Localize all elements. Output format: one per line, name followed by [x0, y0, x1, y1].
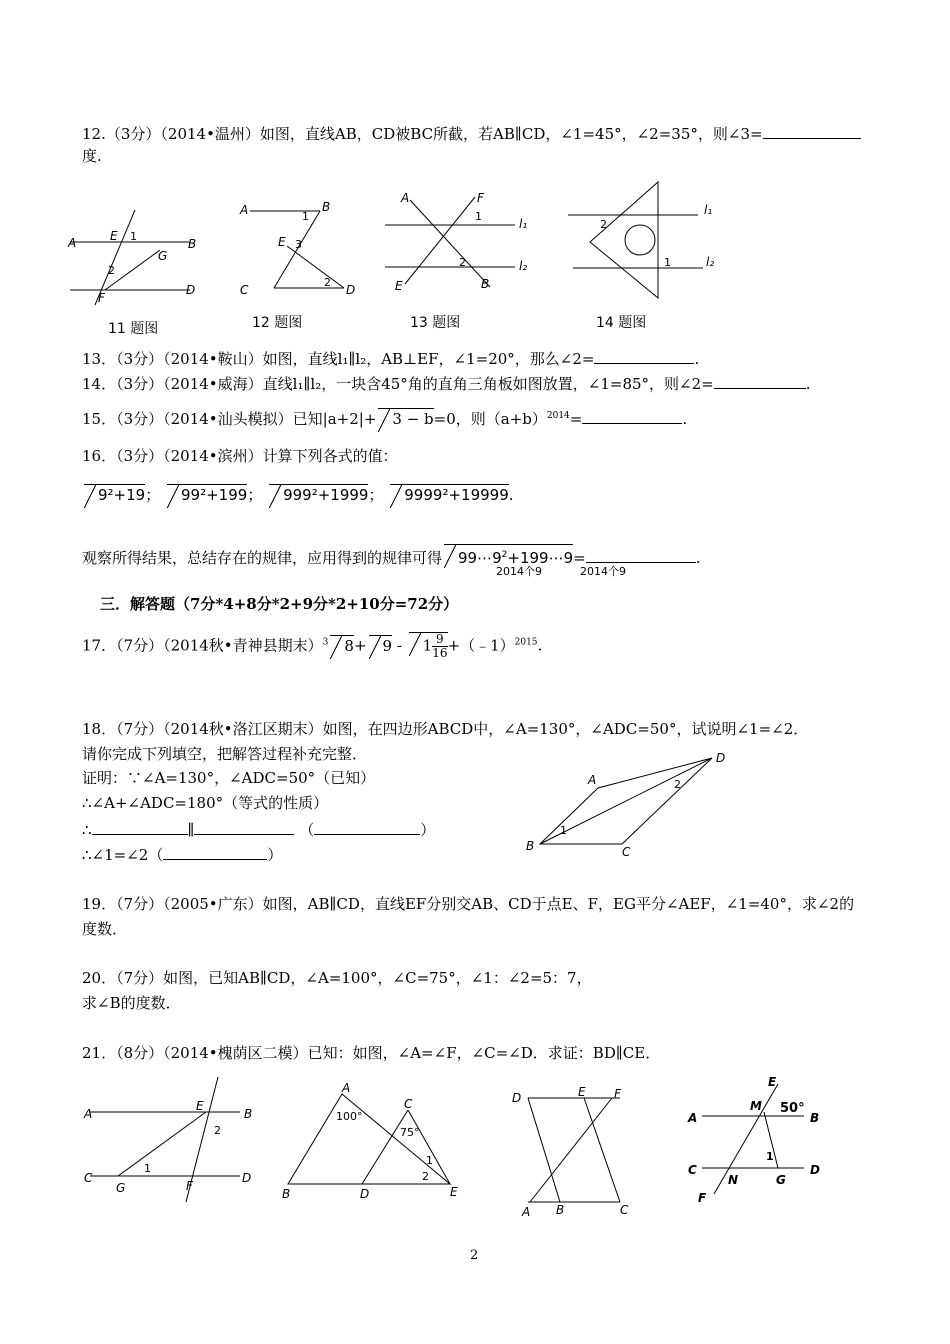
f11-label: G: [158, 249, 168, 263]
f22-label: 50°: [780, 1101, 805, 1116]
f19-label: A: [84, 1107, 93, 1121]
f21-label: B: [556, 1203, 565, 1217]
f18-label: 2: [674, 778, 681, 791]
f11-label: 1: [130, 230, 137, 243]
f19-label: 2: [214, 1124, 221, 1137]
f12-label: 2: [324, 276, 331, 289]
f13-label: 1: [475, 210, 482, 223]
f19-label: F: [186, 1179, 193, 1193]
f18-label: A: [588, 773, 597, 787]
q18-line1: 18．（7分）（2014秋•洛江区期末）如图，在四边形ABCD中，∠A=130°，∠ADC=50°，试说明∠1=∠2．: [82, 720, 809, 738]
f19-label: B: [244, 1107, 253, 1121]
q12-line1: 12.（3分）（2014•温州）如图，直线AB，CD被BC所截，若AB∥CD，∠1=45°，∠2=35°，则∠3=: [82, 122, 861, 144]
f14-label: 1: [664, 256, 671, 269]
f22-label: B: [810, 1111, 820, 1125]
f12-label: 3: [295, 238, 302, 251]
f22-label: A: [688, 1111, 698, 1125]
f20-label: 1: [426, 1154, 433, 1167]
q14: 14．（3分）（2014•威海）直线l₁∥l₂，一块含45°角的直角三角板如图放置，∠1=85°，则∠2= .: [82, 372, 811, 394]
figure-12: [232, 198, 372, 307]
f20-label: E: [450, 1185, 458, 1199]
q21: 21．（8分）（2014•槐荫区二模）已知：如图，∠A=∠F，∠C=∠D．求证：BD∥CE．: [82, 1044, 661, 1062]
f22-label: C: [688, 1163, 697, 1177]
f20-label: 100°: [336, 1110, 363, 1123]
figure-13: [385, 192, 535, 301]
f19-label: 1: [144, 1162, 151, 1175]
f21-label: C: [620, 1203, 629, 1217]
q18-line3: 证明：∵∠A=130°，∠ADC=50°（已知）: [82, 769, 376, 787]
q15: 15．（3分）（2014•汕头模拟）已知|a+2|+ 3 − b=0，则$(a+b)^{2014}=$ .: [82, 406, 687, 429]
f22-label: M: [750, 1099, 762, 1113]
f20-label: 75°: [400, 1126, 420, 1139]
f19-label: G: [116, 1181, 126, 1195]
q16-observe: 观察所得结果，总结存在的规律，应用得到的规律可得 $99\cdots 9^2+199\cdots 9=$ .: [82, 544, 701, 568]
q18-line6: ∴∠1=∠2（ ）: [82, 843, 282, 865]
figure-20: [280, 1082, 470, 1211]
q16-exprs: 9²+19； 99²+199； 999²+1999； 9999²+19999.: [82, 484, 514, 505]
f21-label: A: [522, 1205, 531, 1219]
f19-label: C: [84, 1171, 93, 1185]
f21-label: D: [512, 1091, 522, 1105]
f12-label: 1: [302, 210, 309, 223]
caption-13: 13 题图: [410, 315, 461, 331]
f14-label: l₁: [704, 203, 713, 217]
figure-19: [78, 1072, 268, 1216]
f19-label: D: [242, 1171, 252, 1185]
q18-line2: 请你完成下列填空，把解答过程补充完整．: [82, 745, 368, 763]
f12-label: D: [346, 283, 356, 297]
f22-label: D: [810, 1163, 820, 1177]
figure-11: [60, 200, 200, 314]
figure-21: [508, 1086, 638, 1225]
f11-label: F: [98, 291, 105, 305]
q13: 13．（3分）（2014•鞍山）如图，直线l₁∥l₂，AB⊥EF，∠1=20°，那么∠2= .: [82, 347, 699, 369]
figure-14: [568, 180, 728, 309]
f13-label: B: [481, 277, 490, 291]
f13-label: l₂: [519, 259, 528, 273]
f14-label: 2: [600, 218, 607, 231]
f21-label: E: [578, 1085, 586, 1099]
figure-18: [520, 748, 740, 862]
f13-label: 2: [459, 256, 466, 269]
f12-label: B: [322, 200, 331, 214]
q19-line2: 度数．: [82, 920, 128, 938]
q18-line5: ∴ ∥ （ ）: [82, 818, 435, 840]
f12-label: E: [278, 235, 286, 249]
figure-22: [682, 1072, 842, 1216]
q20-line1: 20．（7分）如图，已知AB∥CD，∠A=100°，∠C=75°，∠1：∠2=5：7，: [82, 969, 592, 987]
f21-label: F: [614, 1087, 621, 1101]
f18-label: D: [716, 751, 726, 765]
f22-label: N: [728, 1173, 739, 1187]
f22-label: G: [776, 1173, 786, 1187]
caption-12: 12 题图: [252, 315, 303, 331]
f18-label: B: [526, 839, 535, 853]
f12-label: A: [240, 203, 249, 217]
f13-label: F: [477, 191, 484, 205]
f12-label: C: [240, 283, 249, 297]
caption-14: 14 题图: [596, 315, 647, 331]
f20-label: 2: [422, 1170, 429, 1183]
f11-label: E: [110, 229, 118, 243]
f22-label: E: [768, 1075, 777, 1089]
f14-label: l₂: [706, 255, 715, 269]
q12-line2: 度.: [82, 147, 102, 165]
section-title: 三．解答题（7分*4+8分*2+9分*2+10分=72分）: [100, 595, 459, 613]
f18-label: 1: [560, 824, 567, 837]
caption-11: 11 题图: [108, 321, 159, 337]
f11-label: 2: [108, 264, 115, 277]
q19-line1: 19．（7分）（2005•广东）如图，AB∥CD，直线EF分别交AB、CD于点E、F，EG平分∠AEF，∠1=40°，求∠2的: [82, 895, 855, 913]
f22-label: 1: [766, 1150, 774, 1163]
f18-label: C: [622, 845, 631, 859]
f20-label: B: [282, 1187, 291, 1201]
f11-label: B: [188, 237, 197, 251]
f11-label: D: [186, 283, 196, 297]
page-number: 2: [470, 1248, 479, 1263]
q16-underbrace-2: 2014个9: [580, 565, 626, 578]
f19-label: E: [196, 1099, 204, 1113]
f20-label: D: [360, 1187, 370, 1201]
f20-label: A: [342, 1081, 351, 1095]
f20-label: C: [404, 1097, 413, 1111]
f11-label: A: [68, 236, 77, 250]
q20-line2: 求∠B的度数．: [82, 994, 181, 1012]
f13-label: l₁: [519, 217, 528, 231]
q16-underbrace-1: 2014个9: [496, 565, 542, 578]
q16-line1: 16．（3分）（2014•滨州）计算下列各式的值：: [82, 447, 398, 465]
f22-label: F: [698, 1191, 707, 1205]
q18-line4: ∴∠A+∠ADC=180°（等式的性质）: [82, 794, 329, 812]
f13-label: A: [401, 191, 410, 205]
f13-label: E: [395, 279, 403, 293]
q17: 17．（7分）（2014秋•青神县期末）$^3$ 8+ 9 - 1 $\frac{9}{16}$ +（﹣1）$^{2015}$.: [82, 632, 543, 660]
